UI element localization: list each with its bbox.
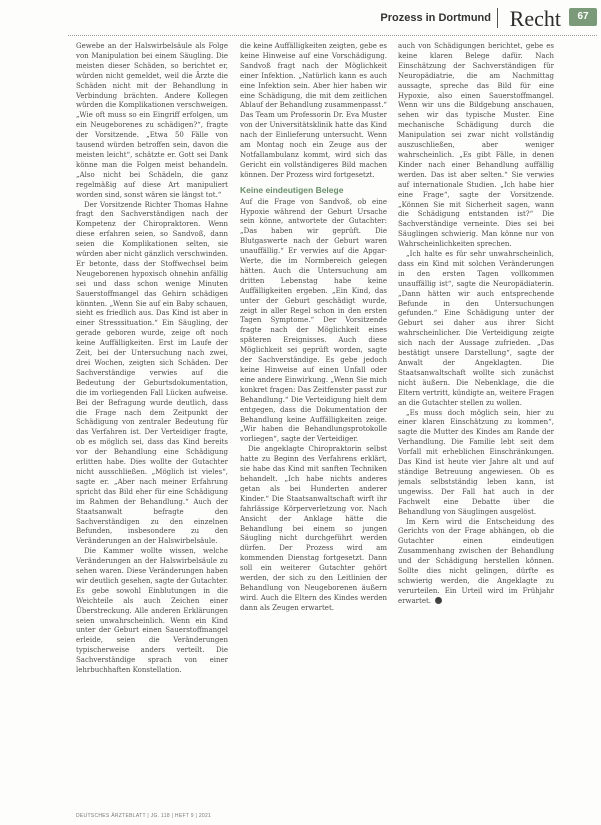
paragraph: Gewebe an der Halswirbelsäule als Folge von Manipulation bei einem Säugling. Die meisten dieser Schäden, so berichtet er, würden nicht gemeldet, weil die Ärzte die Schäden nicht mit der Behandlung in Verbindung brächten. Andere Kollegen würden die Komplikationen verschweigen. „Wie oft muss so ein Eingriff erfolgen, um ein Neugeborenes zu schädigen?“, fragte der Vorsitzende. „Etwa 50 Fälle von tausend würden betroffen sein, davon die meisten leicht“, schätzte er. Gott sei Dank könne man die Folgen meist behandeln. „Also nicht bei Schädeln, die ganz regelmäßig auf diese Art manipuliert worden sind, sonst wären sie längst tot.“ bbox=[76, 42, 228, 199]
header-rule bbox=[68, 35, 597, 36]
paragraph: Der Vorsitzende Richter Thomas Hahne fragt den Sachverständigen nach der Kompetenz der Chiropraktoren. Wenn diese erfahren seien, so Sandvoß, dann seien die Komplikationen selten, sie würden aber nicht gänzlich verschwinden. Er betonte, dass der Stoffwechsel beim Neugeborenen hypoxisch ohnehin anfällig sei und dass schon wenige Minuten Sauerstoffmangel das Gehirn schädigen könnten. „Wenn Sie auf ein Baby schauen, sieht es friedlich aus. Das Kind ist aber in einer Stresssituation.“ Ein Säugling, der gerade geboren wurde, zeige oft noch keine Auffälligkeiten. Erst im Laufe der Zeit, bei der Untersuchung nach zwei, drei Wochen, zeigten sich Schäden. Der Sachverständige verwies auf die Bedeutung der Geburtsdokumentation, die im vorliegenden Fall Lücken aufweise. Bei der Befragung wurde deutlich, dass die Frage nach dem Zeitpunkt der Schädigung von zentraler Bedeutung für das Verfahren ist. Der Verteidiger fragte, ob es möglich sei, dass das Kind bereits vor der Behandlung eine Schädigung erlitten habe. Dies wollte der Gutachter nicht ausschließen. „Möglich ist vieles“, sagte er. „Aber nach meiner Erfahrung spricht das Bild eher für eine Schädigung im Rahmen der Behandlung.“ Auch der Staatsanwalt befragte den Sachverständigen zu den einzelnen Befunden, insbesondere zu den Veränderungen an der Halswirbelsäule. bbox=[76, 200, 228, 546]
paragraph-text: Im Kern wird die Entscheidung des Gerichts von der Frage abhängen, ob die Gutachter einen eindeutigen Zusammenhang zwischen der Behandlung und der Schädigung herstellen können. Sollte dies nicht gelingen, dürfte es schwierig werden, die Angeklagte zu verurteilen. Ein Urteil wird im Frühjahr erwartet. bbox=[398, 517, 554, 605]
paragraph: Die Kammer wollte wissen, welche Veränderungen an der Halswirbelsäule zu sehen waren. Diese Veränderungen haben wir deutlich gesehen, sagte der Gutachter. Es gebe sowohl Einblutungen in die Weichteile als auch Zeichen einer Überstreckung. Alle anderen Erklärungen seien unwahrscheinlich. Wenn ein Kind unter der Geburt einen Sauerstoffmangel erleide, seien die Veränderungen typischerweise anders verteilt. Die Sachverständige sprach von einer lehrbuchhaften Konstellation. bbox=[76, 547, 228, 675]
paragraph: Auf die Frage von Sandvoß, ob eine Hypoxie während der Geburt Ursache sein könne, antwortete der Gutachter: „Das haben wir geprüft. Die Blutgaswerte nach der Geburt waren unauffällig.“ Er verwies auf die Apgar-Werte, die im Normbereich gelegen hätten. Auch die Untersuchung am dritten Lebenstag habe keine Auffälligkeiten ergeben. „Ein Kind, das unter der Geburt geschädigt wurde, zeigt in aller Regel schon in den ersten Tagen Symptome.“ Der Vorsitzende fragte nach der Möglichkeit eines späteren Ereignisses. Auch diese Möglichkeit sei geprüft worden, sagte der Sachverständige. Es gebe jedoch keine Hinweise auf einen Unfall oder eine andere Einwirkung. „Wenn Sie mich konkret fragen: Das Zeitfenster passt zur Behandlung.“ Die Verteidigung hielt dem entgegen, dass die Dokumentation der Behandlung keine Auffälligkeiten zeige. „Wir haben die Behandlungsprotokolle vorliegen“, sagte der Verteidiger. bbox=[240, 197, 387, 444]
paragraph-last bbox=[398, 518, 554, 607]
page-header bbox=[0, 0, 601, 32]
paragraph: Die angeklagte Chiropraktorin selbst hatte zu Beginn des Verfahrens erklärt, sie habe das Kind mit sanften Techniken behandelt. „Ich habe nichts anderes getan als bei Hunderten anderer Kinder.“ Die Staatsanwaltschaft wirft ihr fahrlässige Körperverletzung vor. Nach Ansicht der Anklage hätte die Behandlung bei einem so jungen Säugling nicht durchgeführt werden dürfen. Der Prozess wird am kommenden Dienstag fortgesetzt. Dann soll ein weiterer Gutachter gehört werden, der sich zu den Leitlinien der Behandlung von Neugeborenen äußern wird. Auch die Eltern des Kindes werden dann als Zeugen erwartet. bbox=[240, 445, 387, 612]
rubric-title: Recht bbox=[509, 6, 561, 31]
paragraph: „Ich halte es für sehr unwahrscheinlich, dass ein Kind mit solchen Veränderungen in den ersten Tagen vollkommen unauffällig ist“, sagte die Neuropädiaterin. „Dann hätten wir auch entsprechende Befunde in den Untersuchungen gefunden.“ Eine Schädigung unter der Geburt sei daher aus ihrer Sicht wahrscheinlicher. Die Verteidigung zeigte sich nach der Aussage zufrieden. „Das bestätigt unsere Darstellung“, sagte der Anwalt der Angeklagten. Die Staatsanwaltschaft wollte sich zunächst nicht äußern. Die Nebenklage, die die Eltern vertritt, kündigte an, weitere Fragen an die Gutachter stellen zu wollen. bbox=[398, 250, 554, 407]
page-number-badge: 67 bbox=[569, 8, 597, 26]
subheading: Keine eindeutigen Belege bbox=[240, 184, 344, 195]
paragraph: „Es muss doch möglich sein, hier zu einer klaren Einschätzung zu kommen“, sagte die Mutter des Kindes am Rande der Verhandlung. Die Familie lebt seit dem Vorfall mit erheblichen Einschränkungen. Das Kind ist heute vier Jahre alt und auf ständige Betreuung angewiesen. Ob es jemals selbstständig leben kann, ist ungewiss. Der Fall hat auch in der Fachwelt eine Debatte über die Behandlung von Säuglingen ausgelöst. bbox=[398, 408, 554, 516]
end-mark-icon bbox=[435, 597, 442, 604]
paragraph: auch von Schädigungen berichtet, gebe es keine klaren Belege dafür. Nach Einschätzung der Sachverständigen für Neuropädiatrie, die am Nachmittag aussagte, spreche das Bild für eine Hypoxie, also einen Sauerstoffmangel. Wenn wir uns die Bildgebung anschauen, sehen wir das typische Muster. Eine mechanische Schädigung durch die Manipulation sei zwar nicht vollständig auszuschließen, aber weniger wahrscheinlich. „Es gibt Fälle, in denen Kinder nach einer Behandlung auffällig werden. Das ist aber selten.“ Sie verwies auf internationale Studien. „Ich habe hier eine Frage“, sagte der Vorsitzende. „Können Sie mit Sicherheit sagen, wann die Schädigung entstanden ist?“ Die Sachverständige verneinte. Dies sei bei Säuglingen schwierig. Man könne nur von Wahrscheinlichkeiten sprechen. bbox=[398, 42, 554, 249]
paragraph: die keine Auffälligkeiten zeigten, gebe es keine Hinweise auf eine Vorschädigung. Sandvoß fragt nach der Möglichkeit einer Infektion. „Natürlich kann es auch eine Infektion sein. Aber hier haben wir eine Schädigung, die mit dem zeitlichen Ablauf der Behandlung zusammenpasst.“ Das Team um Professorin Dr. Eva Muster von der Universitätsklinik hatte das Kind nach der Einlieferung untersucht. Wenn am Montag noch ein Zeuge aus der Notfallambulanz kommt, wird sich das Gericht ein vollständigeres Bild machen können. Der Prozess wird fortgesetzt. bbox=[240, 42, 387, 179]
header-divider bbox=[497, 8, 499, 28]
page-footer: DEUTSCHES ÄRZTEBLATT | JG. 118 | HEFT 9 | 2021 bbox=[76, 813, 212, 819]
text-column-1 bbox=[76, 42, 228, 812]
text-column-2 bbox=[240, 42, 387, 812]
section-title: Prozess in Dortmund bbox=[380, 12, 491, 24]
text-column-3 bbox=[398, 42, 554, 812]
